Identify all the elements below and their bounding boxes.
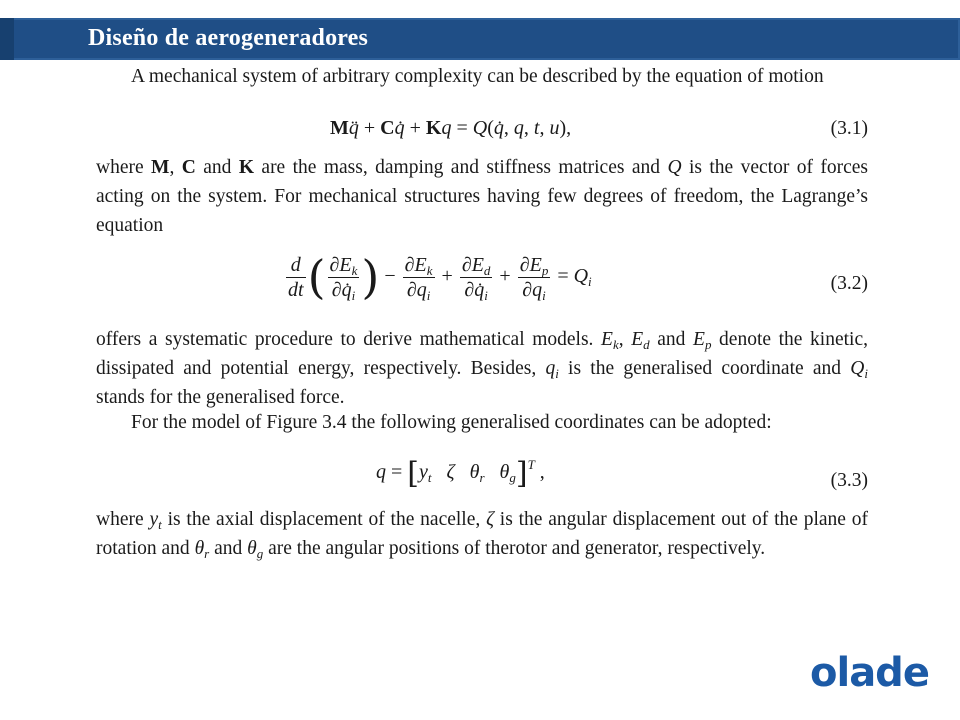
olade-logo: olade — [810, 650, 929, 696]
equation-3-2-number: (3.2) — [830, 273, 868, 294]
page-title: Diseño de aerogeneradores — [88, 25, 369, 51]
paragraph-2: where M, C and K are the mass, damping and stiffness matrices and Q is the vector of forces acting on the system. For mechanical structures having few degrees of freedom, the Lagrange’s equation — [96, 157, 869, 236]
equation-3-3-body: $q = [y_t$ ζ $\theta_r$ $\theta_g]^T$ , — [376, 455, 545, 491]
equation-3-2 — [96, 250, 868, 315]
paragraph-4: For the model of Figure 3.4 the following generalised coordinates can be adopted: — [131, 412, 772, 433]
paragraph-1: A mechanical system of arbitrary complexity can be described by the equation of motion — [131, 66, 824, 87]
equation-3-3-number: (3.3) — [830, 470, 868, 491]
paragraph-3: offers a systematic procedure to derive mathematical models. $E_k$, $E_d$ and $E_p$ denote the kinetic, dissipated and potential energy, respectively. Besides, $q_i$ is the generalised coordinate and $Q_i$ stands for the generalised force. — [96, 329, 868, 408]
header-bar — [0, 18, 960, 60]
equation-3-1-number: (3.1) — [830, 118, 868, 139]
equation-3-3 — [96, 455, 868, 502]
equation-3-1 — [96, 114, 868, 154]
header-accent-strip — [0, 18, 14, 60]
equation-3-2-body: $\frac{d}{dt}$ ( $\frac{\partial E_k}{\partial q̇_i}$ ) − $\frac{\partial E_k}{\partial q_i}$ + $\frac{\partial E_d}{\partial q̇_i}$ + $\frac{\partial E_p}{\partial q_i}$ = $Q_i$ — [288, 250, 592, 304]
equation-3-1-body: Mq̈ + Cq̇ + Kq = Q(q̇, q, t, u), — [330, 117, 572, 139]
paragraph-5: where $y_t$ is the axial displacement of the nacelle, ζ is the angular displacement out of the plane of rotation and $\theta_r$ and $\theta_g$ are the angular positions of the rotor and generator, respectively. — [96, 509, 869, 561]
